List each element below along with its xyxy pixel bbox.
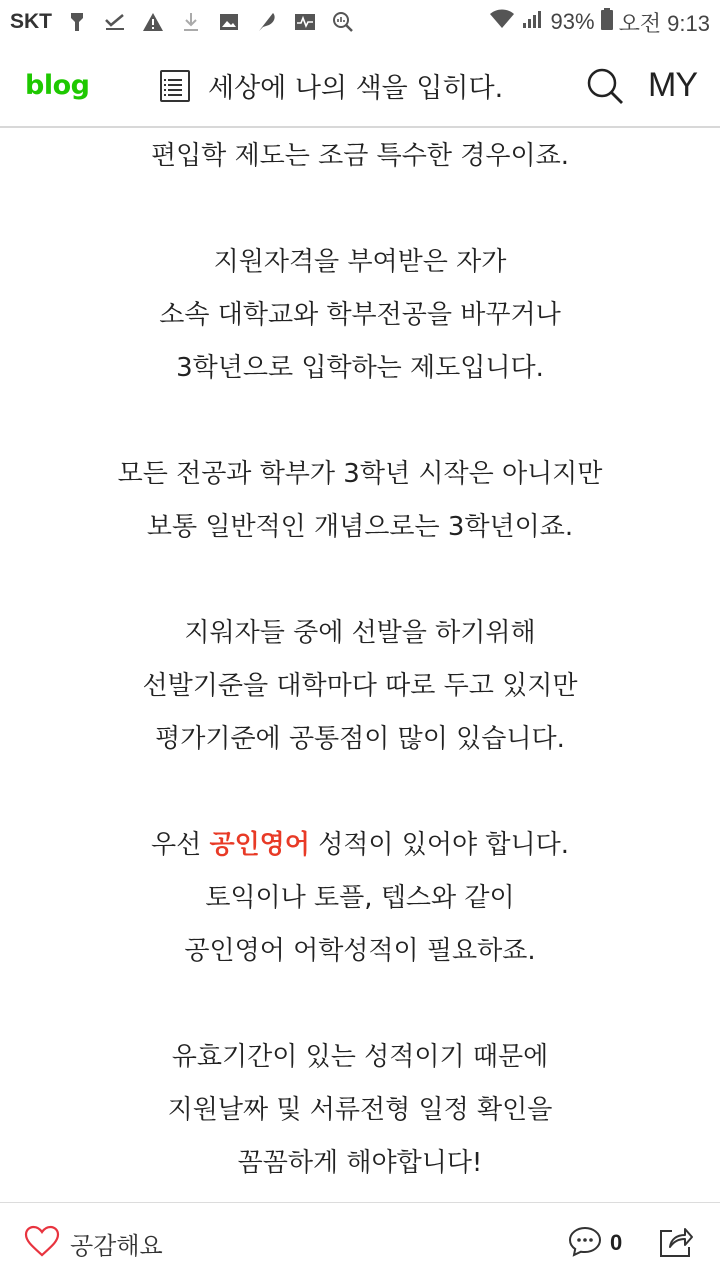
text-line: 지원날짜 및 서류전형 일정 확인을 [167, 1095, 553, 1125]
bottom-action-bar [0, 1202, 720, 1280]
comment-button[interactable] [568, 1225, 622, 1261]
carrier-label: SKT [10, 10, 52, 33]
blog-logo[interactable]: blog [25, 70, 90, 101]
comment-count: 0 [610, 1230, 623, 1255]
activity-icon [294, 11, 316, 33]
my-button[interactable]: MY [648, 66, 697, 104]
app-bar [0, 44, 720, 128]
battery-icon [601, 8, 613, 36]
text-line: 토익이나 토플, 텝스와 같이 [205, 883, 515, 913]
like-button[interactable] [24, 1225, 163, 1261]
search-chart-icon [332, 11, 354, 33]
post-body [0, 130, 720, 1190]
text-line: 지워자들 중에 선발을 하기위해 [184, 618, 536, 648]
feather-icon [256, 11, 278, 33]
text-line: 소속 대학교와 학부전공을 바꾸거나 [159, 300, 561, 330]
text-line: 보통 일반적인 개념으로는 3학년이죠. [146, 512, 574, 542]
text-line: 평가기준에 공통점이 많이 있습니다. [155, 724, 565, 754]
text-line: 편입학 제도는 조금 특수한 경우이죠. [150, 141, 570, 171]
highlighted-text: 공인영어 [209, 830, 310, 860]
text-line-highlighted [0, 819, 720, 872]
text-line: 선발기준을 대학마다 따로 두고 있지만 [142, 671, 578, 701]
download-icon [180, 11, 202, 33]
text-line: 꼼꼼하게 해야합니다! [237, 1148, 483, 1178]
text-line: 3학년으로 입학하는 제도입니다. [176, 353, 544, 383]
heart-icon [24, 1225, 60, 1261]
search-icon[interactable] [585, 66, 625, 106]
text-line: 모든 전공과 학부가 3학년 시작은 아니지만 [117, 459, 603, 489]
battery-percent: 93% [550, 9, 595, 34]
post-content [0, 130, 720, 1202]
share-icon[interactable] [658, 1223, 694, 1259]
like-label: 공감해요 [70, 1231, 163, 1260]
comment-icon [568, 1225, 602, 1261]
blog-title[interactable]: 세상에 나의 색을 입히다. [208, 73, 504, 104]
text-line: 지원자격을 부여받은 자가 [213, 247, 507, 277]
flashlight-icon [66, 11, 88, 33]
status-bar [0, 0, 720, 44]
text-line: 유효기간이 있는 성적이기 때문에 [171, 1042, 549, 1072]
text-fragment: 우선 [150, 830, 202, 860]
clock: 오전 9:13 [618, 10, 710, 36]
signal-icon [521, 9, 545, 35]
list-icon[interactable] [160, 70, 190, 102]
warning-icon [142, 11, 164, 33]
text-line: 공인영어 어학성적이 필요하죠. [184, 936, 536, 966]
text-fragment: 성적이 있어야 합니다. [318, 830, 570, 860]
wifi-icon [489, 9, 515, 35]
image-icon [218, 11, 240, 33]
check-icon [104, 11, 126, 33]
